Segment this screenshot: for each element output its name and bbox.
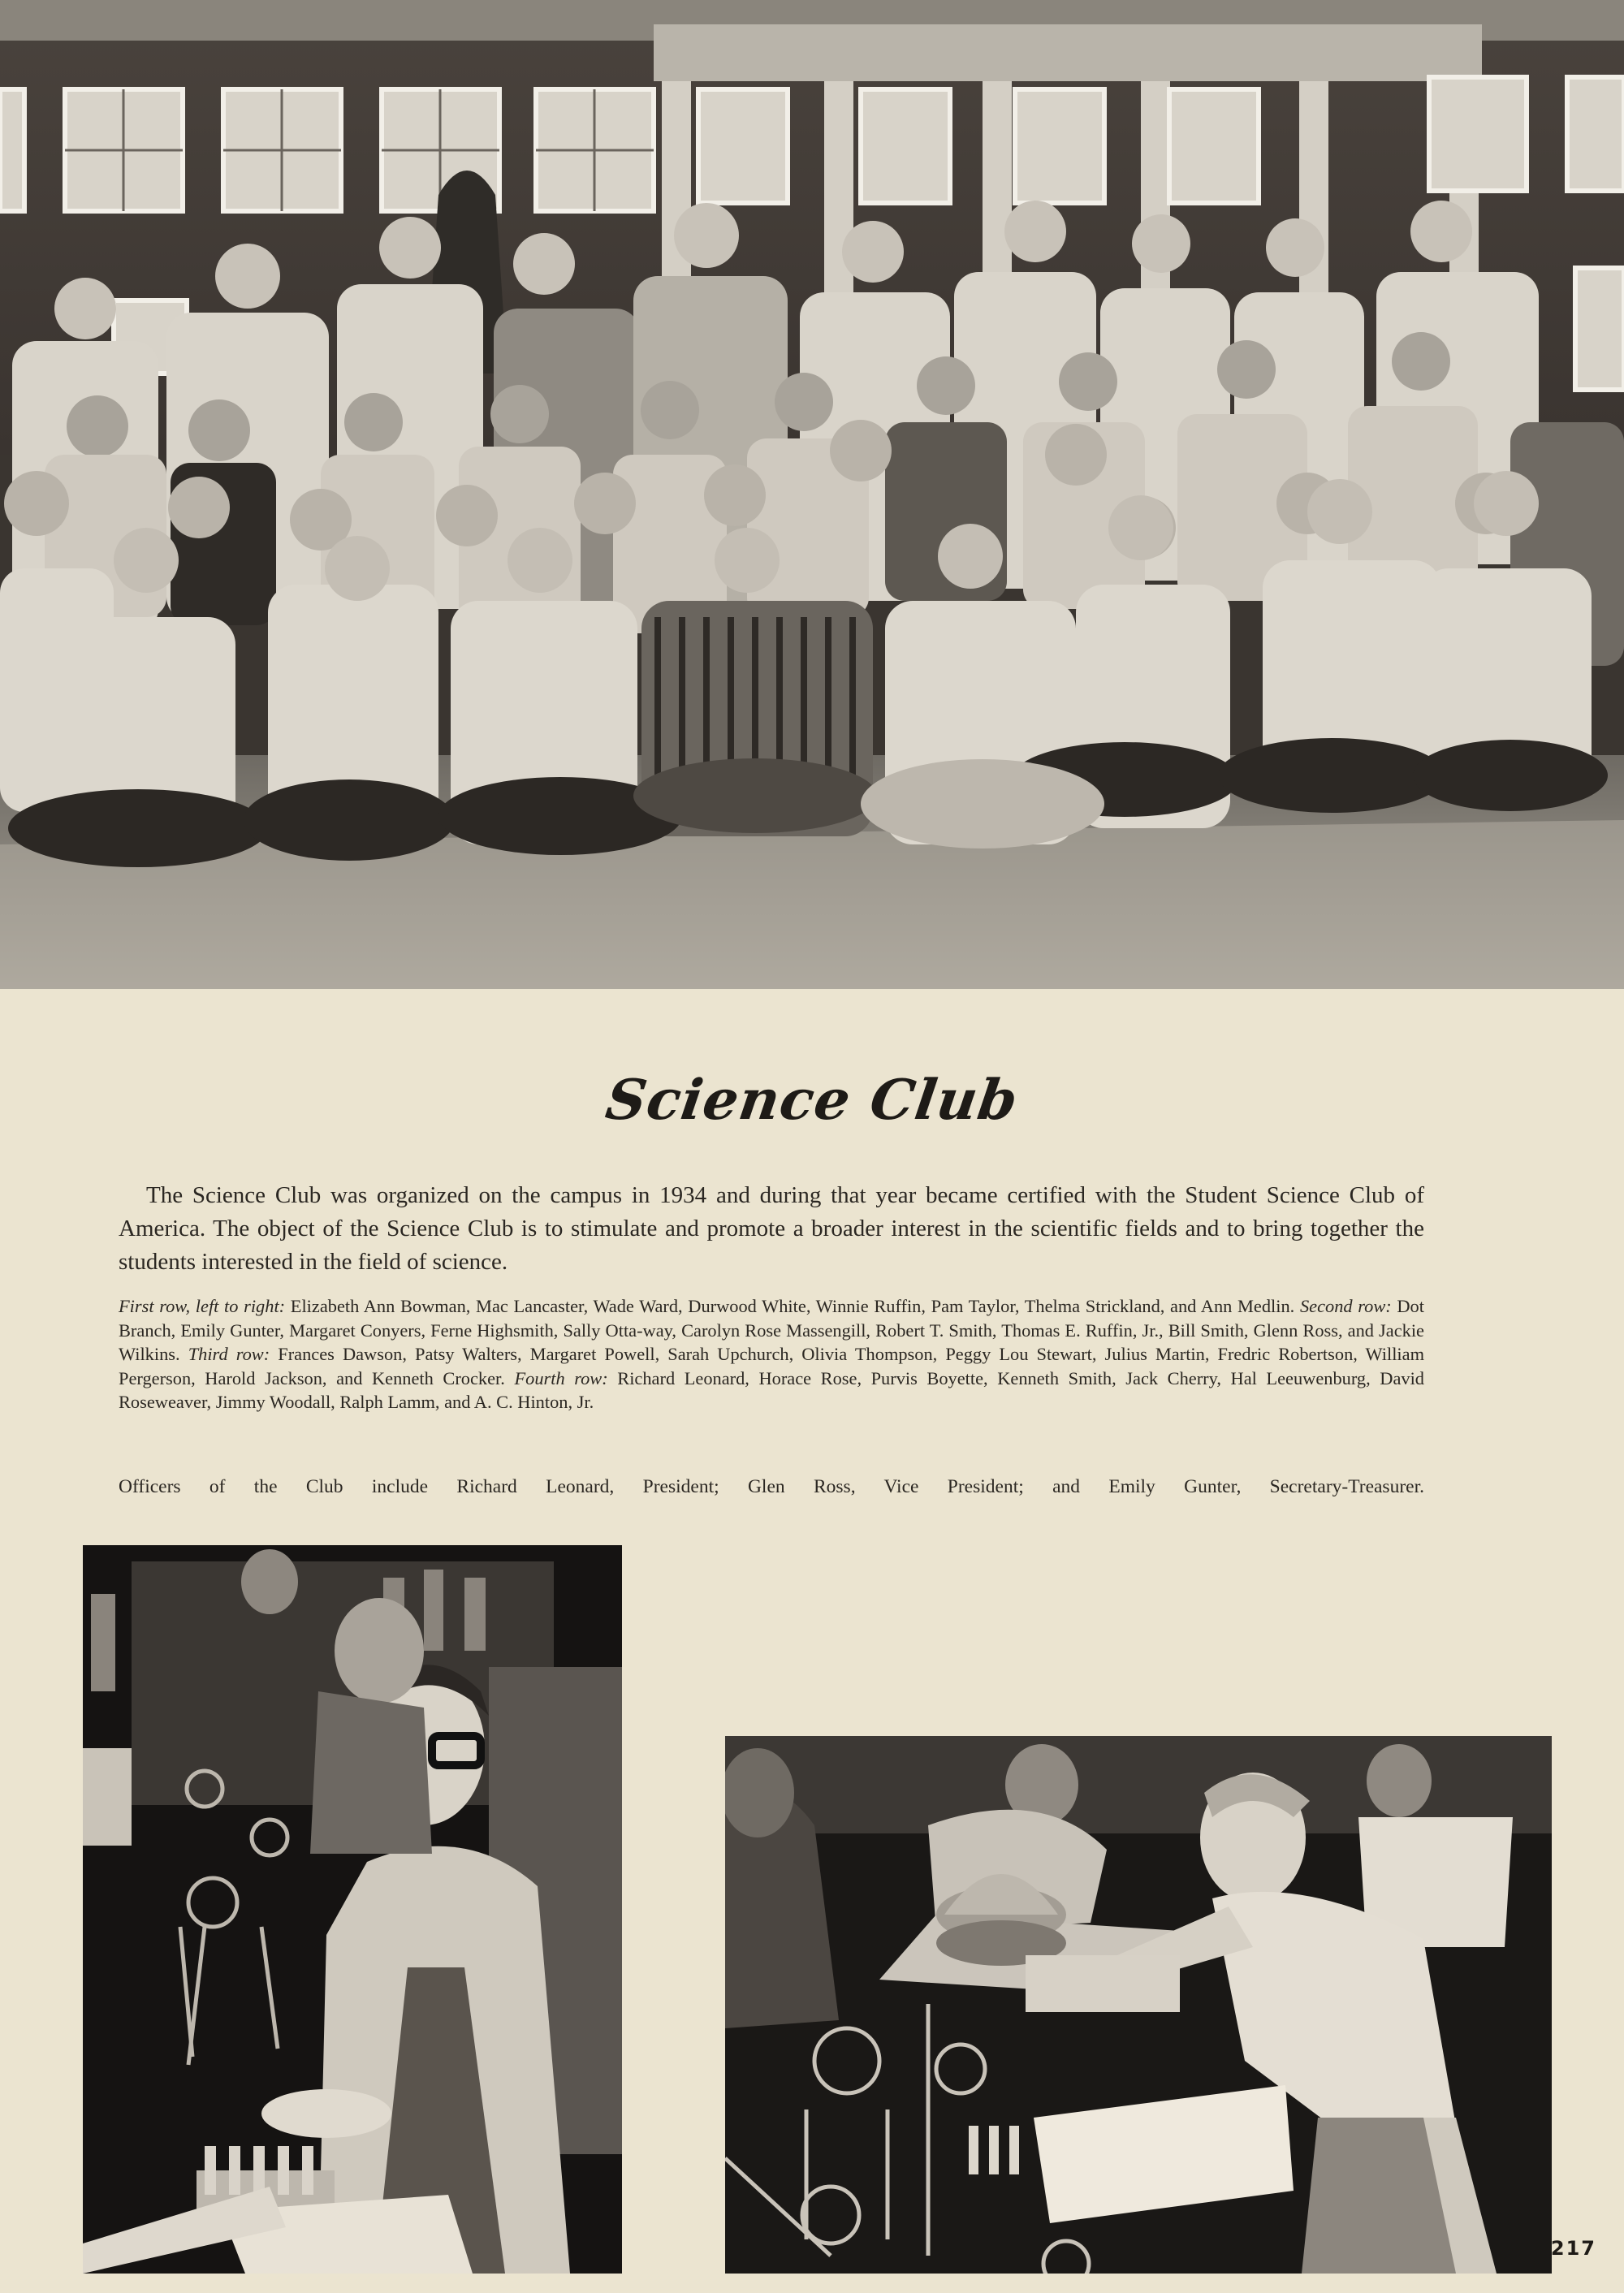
intro-paragraph: The Science Club was organized on the campus in 1934 and during that year became certified with the Student Science Club of America. The object of the Science Club is to stimulate and promote a broader interest in the scientific fields and to bring together the students interested in the field of science. bbox=[119, 1182, 1424, 1275]
row-names-first: Elizabeth Ann Bowman, Mac Lancaster, Wade Ward, Durwood White, Winnie Ruffin, Pam Taylor, Thelma Strickland, and Ann Medlin. bbox=[290, 1296, 1295, 1316]
row-names-third: Frances Dawson, Patsy Walters, Margaret Powell, Sarah Upchurch, Olivia Thompson, Peggy Lou Stewart, Julius Martin, Fredric Robertson, William Pergerson, Harold Jackson, and Kenneth Crocker. bbox=[119, 1344, 1424, 1388]
row-label-third: Third row: bbox=[188, 1344, 270, 1365]
page-number: 217 bbox=[1550, 2237, 1596, 2260]
lab-photo-left bbox=[83, 1545, 622, 2274]
row-names-fourth: Richard Leonard, Horace Rose, Purvis Boyette, Kenneth Smith, Jack Cherry, Hal Leeuwenburg, David Roseweaver, Jimmy Woodall, Ralph Lamm, and A. C. Hinton, Jr. bbox=[119, 1367, 1424, 1413]
row-label-second: Second row: bbox=[1299, 1296, 1392, 1316]
row-label-first: First row, left to right: bbox=[119, 1296, 286, 1316]
page-title: Science Club bbox=[602, 1068, 1022, 1133]
group-photo bbox=[0, 0, 1624, 989]
lab-photo-right bbox=[725, 1736, 1552, 2274]
row-names-second: Dot Branch, Emily Gunter, Margaret Conyers, Ferne Highsmith, Sally Otta-way, Carolyn Rose Massengill, Robert T. Smith, Thomas E. Ruffin, Jr., Bill Smith, Glenn Ross, and Jackie Wilkins. bbox=[119, 1296, 1424, 1365]
officers-paragraph: Officers of the Club include Richard Leonard, President; Glen Ross, Vice President; and Emily Gunter, Secretary-Treasurer. bbox=[119, 1476, 1424, 1497]
member-names-caption bbox=[119, 1294, 1424, 1414]
row-label-fourth: Fourth row: bbox=[514, 1367, 608, 1388]
